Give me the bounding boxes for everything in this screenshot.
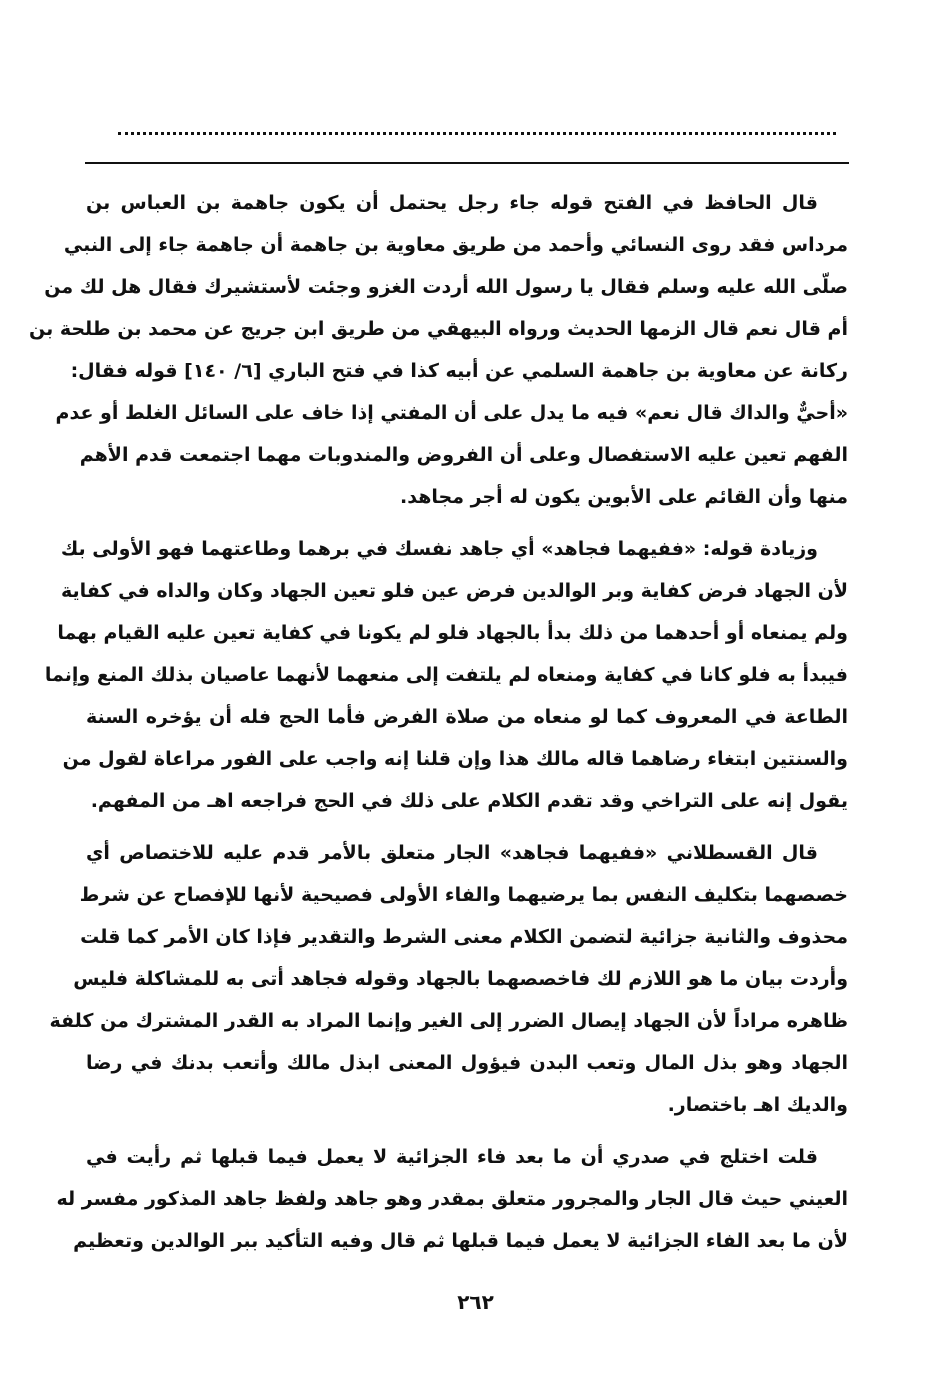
text-line: الطاعة في المعروف كما لو منعاه من صلاة الفرض فأما الحج فله أن يؤخره السنة: [86, 706, 848, 728]
text-line: أم قال نعم قال الزمها الحديث ورواه البيهقي من طريق ابن جريج عن محمد بن طلحة بن: [28, 318, 848, 340]
header-rule: [85, 162, 849, 164]
paragraph: [49, 832, 848, 1126]
header-dotted-line: [118, 112, 836, 135]
text-line: ولم يمنعاه أو أحدهما من ذلك بدأ بالجهاد فلو لم يكونا في كفاية تعين عليه القيام بهما: [57, 622, 848, 644]
text-line: محذوف والثانية جزائية لتضمن الكلام معنى الشرط والتقدير فإذا كان الأمر كما قلت: [80, 926, 848, 948]
text-line: فيبدأ به فلو كانا في كفاية ومنعاه لم يلتفت إلى منعهما لأنهما عاصيان بذلك المنع وإنما: [44, 664, 848, 686]
body-text: [28, 182, 848, 1272]
paragraph: [28, 182, 848, 518]
paragraph: [44, 528, 848, 822]
text-line: وأردت بيان ما هو اللازم لك فاخصصهما بالجهاد وقوله فجاهد أتى به للمشاكلة فليس: [73, 968, 848, 990]
text-line: منها وأن القائم على الأبوين يكون له أجر مجاهد.: [400, 486, 848, 508]
page-number: ٢٦٢: [457, 1290, 494, 1314]
text-line: والديك اهـ باختصار.: [667, 1094, 848, 1116]
text-line: لأن الجهاد فرض كفاية وبر الوالدين فرض عين فلو تعين الجهاد وكان والداه في كفاية: [60, 580, 848, 602]
text-line: الجهاد وهو بذل المال وتعب البدن فيؤول المعنى ابذل مالك وأتعب بدنك في رضا: [86, 1052, 848, 1074]
text-line: الفهم تعين عليه الاستفصال وعلى أن الفروض والمندوبات مهما اجتمعت قدم الأهم: [79, 444, 848, 466]
text-line: وزيادة قوله: «ففيهما فجاهد» أي جاهد نفسك في برهما وطاعتهما فهو الأولى بك: [60, 538, 818, 560]
text-line: والسنتين ابتغاء رضاهما قاله مالك هذا وإن قلنا إنه واجب على الفور مراعاة لقول من: [62, 748, 848, 770]
text-line: صلّى الله عليه وسلم فقال يا رسول الله أردت الغزو وجئت لأستشيرك فقال هل لك من: [44, 276, 848, 298]
text-line: قال القسطلاني «ففيهما فجاهد» الجار متعلق بالأمر قدم عليه للاختصاص أي: [86, 842, 818, 864]
text-line: يقول إنه على التراخي وقد تقدم الكلام على ذلك في الحج فراجعه اهـ من المفهم.: [90, 790, 848, 812]
text-line: مرداس فقد روى النسائي وأحمد من طريق معاوية بن جاهمة أن جاهمة جاء إلى النبي: [63, 234, 848, 256]
text-line: قال الحافظ في الفتح قوله جاء رجل يحتمل أن يكون جاهمة بن العباس بن: [86, 192, 818, 214]
text-line: ركانة عن معاوية بن جاهمة السلمي عن أبيه كذا في فتح الباري [٦/ ١٤٠] قوله فقال:: [70, 360, 848, 382]
paragraph: [56, 1136, 848, 1262]
text-line: قلت اختلج في صدري أن ما بعد فاء الجزائية لا يعمل فيما قبلها ثم رأيت في: [86, 1146, 818, 1168]
text-line: ظاهره مراداً لأن الجهاد إيصال الضرر إلى الغير وإنما المراد به القدر المشترك من كلفة: [49, 1010, 848, 1032]
text-line: لأن ما بعد الفاء الجزائية لا يعمل فيما قبلها ثم قال وفيه التأكيد ببر الوالدين وتعظيم: [73, 1230, 848, 1252]
text-line: «أحيٌّ والداك قال نعم» فيه ما يدل على أن المفتي إذا خاف على السائل الغلط أو عدم: [55, 402, 848, 424]
text-line: خصصهما بتكليف النفس بما يرضيهما والفاء الأولى فصيحية لأنها للإفصاح عن شرط: [79, 884, 848, 906]
text-line: العيني حيث قال الجار والمجرور متعلق بمقدر وهو جاهد ولفظ جاهد المذكور مفسر له: [56, 1188, 848, 1210]
